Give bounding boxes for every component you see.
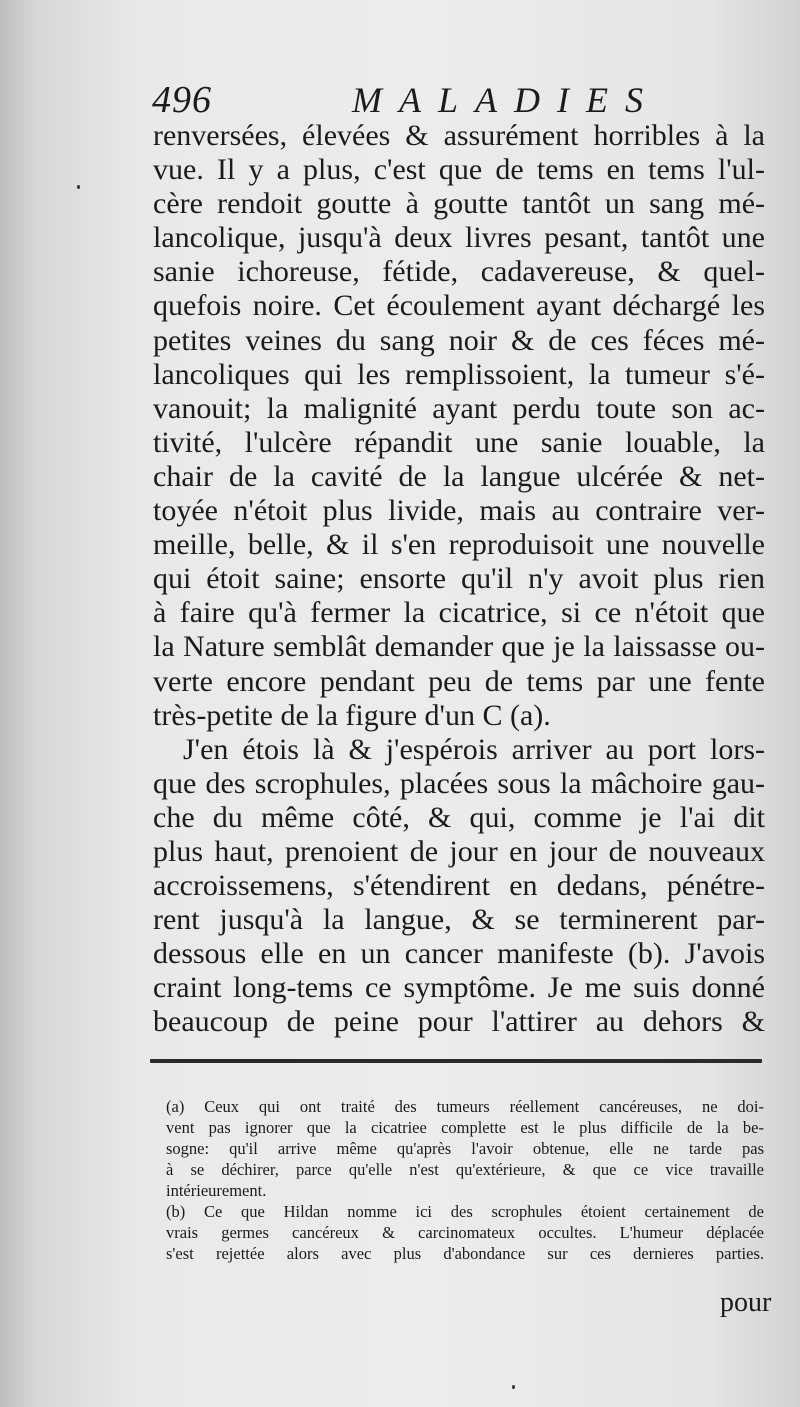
text-line: chair de la cavité de la langue ulcérée & net- [153,459,765,493]
text-line: qui étoit saine; ensorte qu'il n'y avoit plus rien [153,562,765,596]
text-line: lancolique, jusqu'à deux livres pesant, tantôt une [153,221,765,255]
text-line: très-petite de la figure d'un C (a). [153,698,551,732]
text-line: plus haut, prenoient de jour en jour de nouveaux [153,834,765,868]
main-text [153,119,765,1040]
footnote-line: vrais germes cancéreux & carcinomateux occultes. L'humeur déplacée [166,1223,764,1242]
text-line: renversées, élevées & assurément horribles à la [153,119,765,152]
text-line: lancoliques qui les remplissoient, la tumeur s'é- [153,357,765,391]
text-line: rent jusqu'à la langue, & se terminerent par- [153,903,765,937]
text-line: dessous elle en un cancer manifeste (b). J'avois [153,937,765,971]
text-line: che du même côté, & qui, comme je l'ai dit [153,800,765,834]
footnote-line: vent pas ignorer que la cicatriee complette est le plus difficile de la be- [166,1118,764,1137]
text-line: à faire qu'à fermer la cicatrice, si ce n'étoit que [153,596,765,630]
text-line: beaucoup de peine pour l'attirer au dehors & [153,1005,765,1039]
text-line: petites veines du sang noir & de ces féces mé- [153,323,765,357]
text-line: toyée n'étoit plus livide, mais au contraire ver- [153,494,765,528]
footnote-line: s'est rejettée alors avec plus d'abondance sur ces dernieres parties. [166,1244,764,1263]
text-line: cère rendoit goutte à goutte tantôt un sang mé- [153,187,765,221]
footnote-line: (a) Ceux qui ont traité des tumeurs réellement cancéreuses, ne doi- [166,1097,764,1116]
running-title: MALADIES [352,80,660,120]
footnote-line: intérieurement. [166,1181,267,1200]
footnote-separator-rule [150,1059,762,1063]
text-line: accroissemens, s'étendirent en dedans, pénétre- [153,869,765,903]
text-line: vanouit; la malignité ayant perdu toute son ac- [153,391,765,425]
text-line: meille, belle, & il s'en reproduisoit une nouvelle [153,528,765,562]
footnote-line: à se déchirer, parce qu'elle n'est qu'extérieure, & que ce vice travaille [166,1160,764,1179]
ink-speck [77,185,80,189]
footnotes [166,1096,764,1264]
text-line: la Nature semblât demander que je la laissasse ou- [153,630,765,664]
text-line: J'en étois là & j'espérois arriver au port lors- [183,732,765,766]
catchword: pour [720,1287,772,1318]
text-line: que des scrophules, placées sous la mâchoire gau- [153,766,765,800]
page-number: 496 [152,79,212,121]
text-line: verte encore pendant peu de tems par une fente [153,664,765,698]
text-line: quefois noire. Cet écoulement ayant déchargé les [153,289,765,323]
text-line: sanie ichoreuse, fétide, cadavereuse, & quel- [153,255,765,289]
text-line: tivité, l'ulcère répandit une sanie louable, la [153,425,765,459]
text-line: craint long-tems ce symptôme. Je me suis donné [153,971,765,1005]
footnote-line: sogne: qu'il arrive même qu'après l'avoir obtenue, elle ne tarde pas [166,1139,764,1158]
ink-speck [512,1385,515,1389]
text-line: vue. Il y a plus, c'est que de tems en tems l'ul- [153,153,765,187]
footnote-line: (b) Ce que Hildan nomme ici des scrophules étoient certainement de [166,1202,764,1221]
